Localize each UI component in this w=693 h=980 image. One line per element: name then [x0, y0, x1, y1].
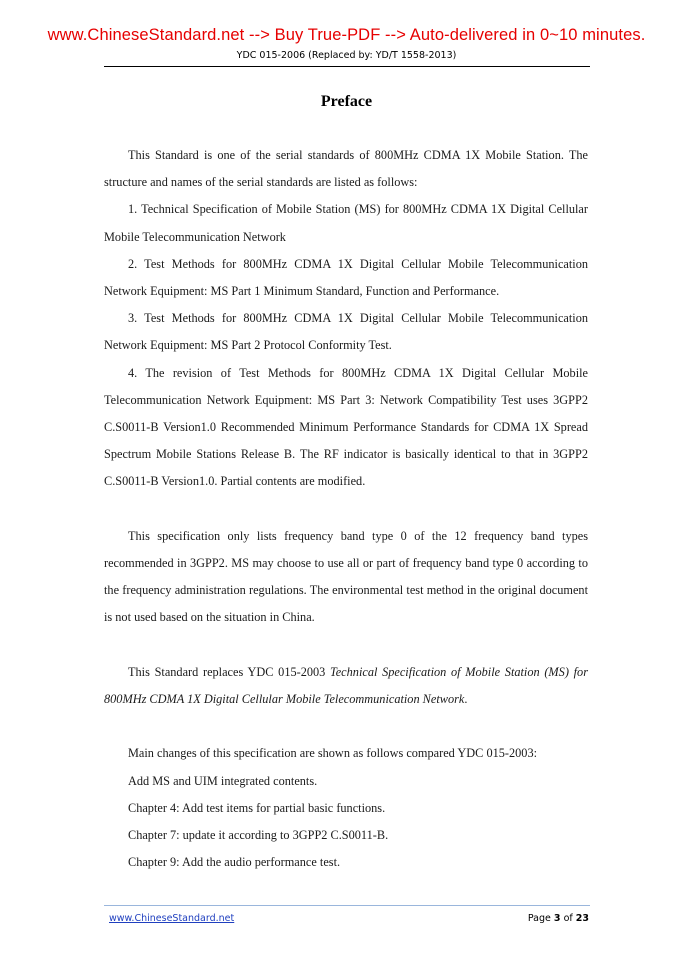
preface-body: [104, 142, 588, 876]
footer-divider: [104, 905, 590, 906]
change-item: Chapter 9: Add the audio performance test.: [128, 855, 341, 870]
change-item: Add MS and UIM integrated contents.: [128, 773, 318, 788]
page-label: Page: [527, 913, 551, 924]
changes-intro: Main changes of this specification are shown as follows compared YDC 015-2003:: [128, 746, 538, 761]
footer-website-link[interactable]: www.ChineseStandard.net: [109, 913, 235, 924]
replacement-suffix: .: [464, 692, 468, 707]
change-item: Chapter 4: Add test items for partial basic functions.: [128, 800, 386, 815]
list-item: 2. Test Methods for 800MHz CDMA 1X Digital Cellular Mobile Telecommunication Network Equipment: MS Part 1 Minimum Standard, Function and Performance.: [104, 256, 588, 299]
replaced-standard-title: Technical Specification of Mobile Station (MS) for 800MHz CDMA 1X Digital Cellular Mobile Telecommunication Network: [104, 664, 588, 707]
list-item: 4. The revision of Test Methods for 800MHz CDMA 1X Digital Cellular Mobile Telecommunication Network Equipment: MS Part 3: Network Compatibility Test uses 3GPP2 C.S0011-B Version1.0 Recommended Minimum Performance Standards for CDMA 1X Spread Spectrum Mobile Stations Release B. The RF indicator is basically identical to that in 3GPP2 C.S0011-B Version1.0. Partial contents are modified.: [104, 365, 588, 489]
intro-paragraph: This Standard is one of the serial standards of 800MHz CDMA 1X Mobile Station. The structure and names of the serial standards are listed as follows:: [104, 148, 588, 190]
frequency-band-paragraph: This specification only lists frequency band type 0 of the 12 frequency band types recommended in 3GPP2. MS may choose to use all or part of frequency band type 0 according to the frequency administration regulations. The environmental test method in the original document is not used based on the situation in China.: [104, 528, 588, 625]
replacement-prefix: This Standard replaces YDC 015-2003: [128, 664, 331, 679]
page-of: of: [563, 913, 573, 924]
page-number: [528, 913, 589, 924]
change-item: Chapter 7: update it according to 3GPP2 C.S0011-B.: [128, 828, 389, 843]
list-item: 3. Test Methods for 800MHz CDMA 1X Digital Cellular Mobile Telecommunication Network Equipment: MS Part 2 Protocol Conformity Test.: [104, 311, 588, 353]
page-title: Preface: [320, 93, 373, 110]
standard-number-header: YDC 015-2006 (Replaced by: YD/T 1558-2013): [236, 50, 457, 61]
page-total: 23: [575, 913, 589, 924]
replacement-paragraph: [104, 659, 588, 713]
header-divider: [104, 66, 590, 67]
promo-banner-link[interactable]: www.ChineseStandard.net --> Buy True-PDF --> Auto-delivered in 0~10 minutes.: [47, 26, 646, 44]
list-item: 1. Technical Specification of Mobile Station (MS) for 800MHz CDMA 1X Digital Cellular Mobile Telecommunication Network: [104, 202, 588, 244]
page-current: 3: [553, 913, 561, 924]
